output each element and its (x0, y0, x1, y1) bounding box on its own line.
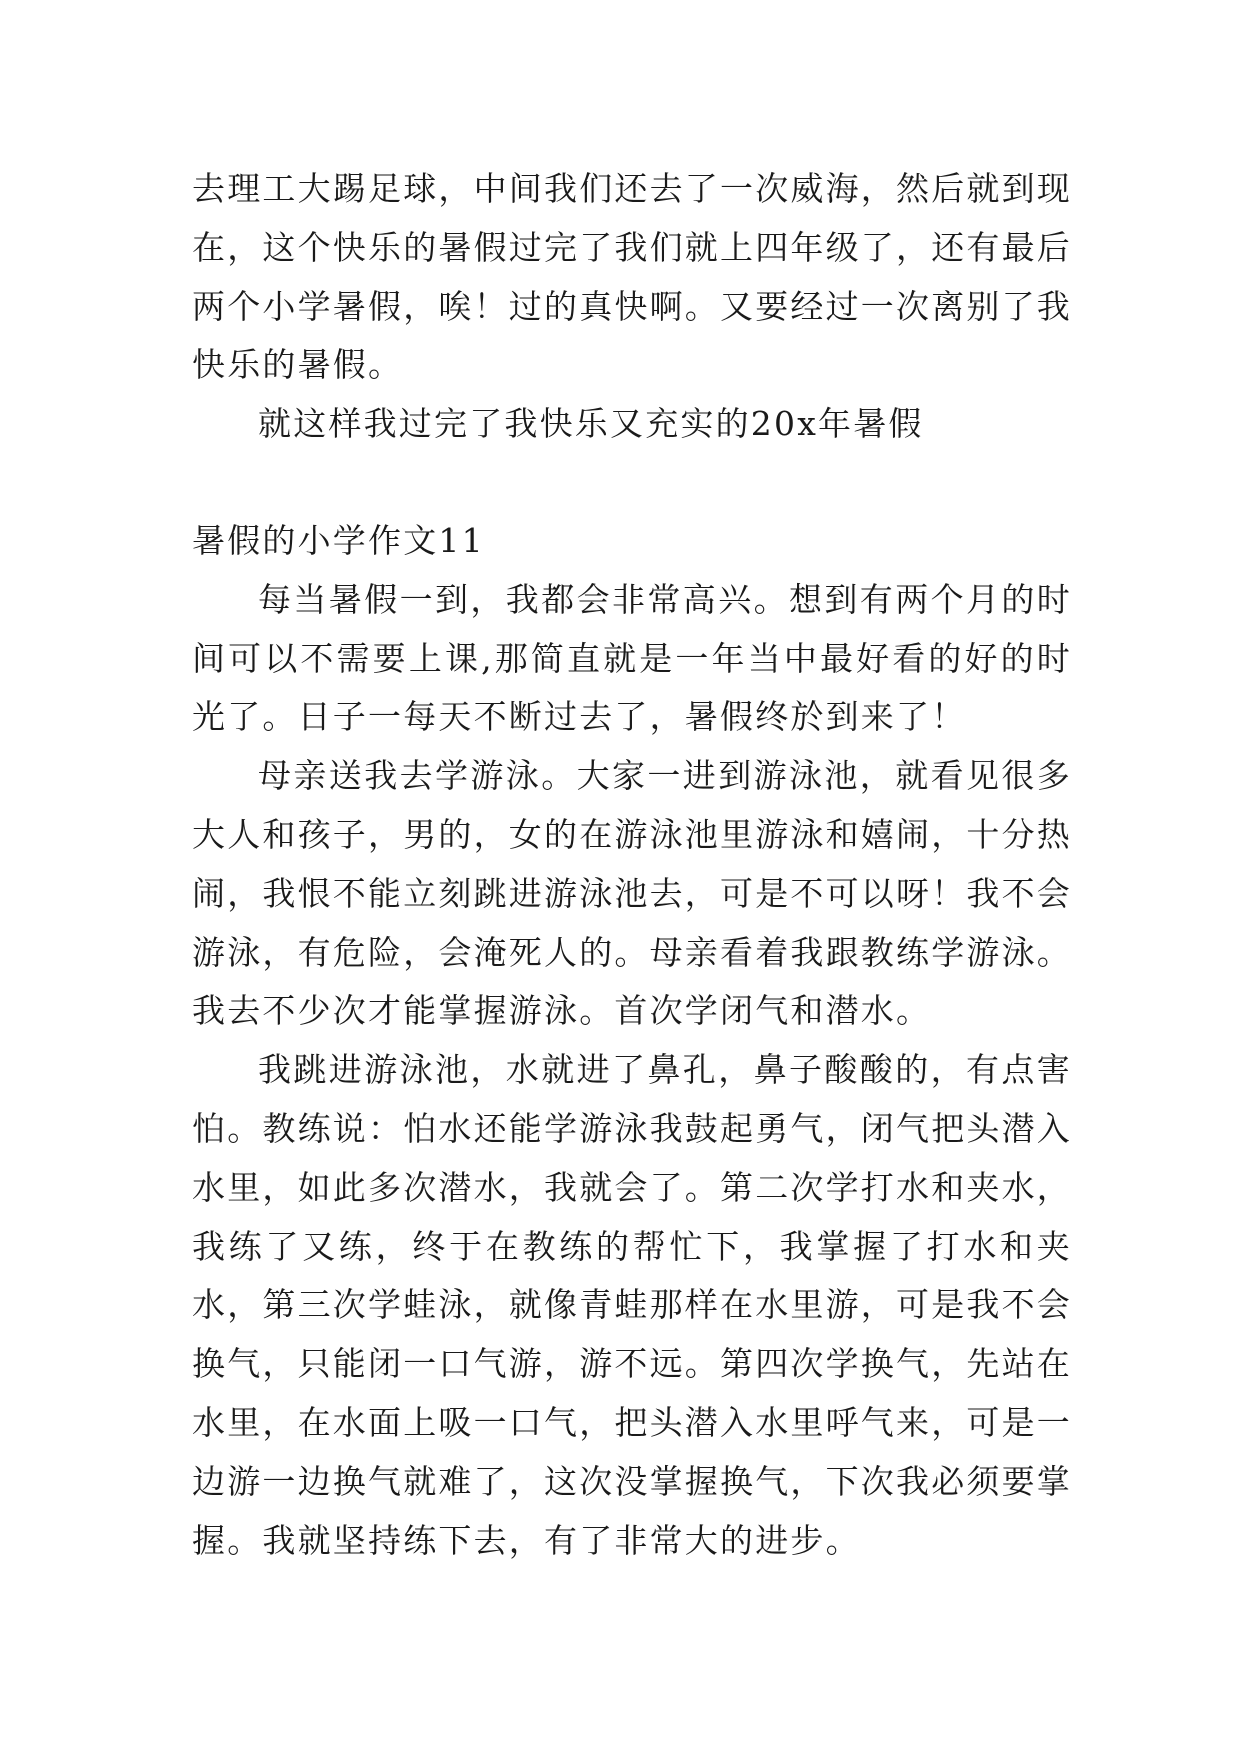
closing-paragraph: 就这样我过完了我快乐又充实的20x年暑假 (258, 404, 924, 444)
document-page (192, 160, 1072, 1570)
essay-paragraph-2: 母亲送我去学游泳。大家一进到游泳池，就看见很多大人和孩子，男的，女的在游泳池里游泳和嬉闹，十分热闹，我恨不能立刻跳进游泳池去，可是不可以呀！我不会游泳，有危险，会淹死人的。母亲看着我跟教练学游泳。我去不少次才能掌握游泳。首次学闭气和潜水。 (192, 756, 1072, 1031)
continuation-paragraph: 去理工大踢足球，中间我们还去了一次威海，然后就到现在，这个快乐的暑假过完了我们就上四年级了，还有最后两个小学暑假，唉！过的真快啊。又要经过一次离别了我快乐的暑假。 (192, 169, 1072, 385)
essay-title: 暑假的小学作文11 (192, 520, 485, 560)
essay-paragraph-3: 我跳进游泳池，水就进了鼻孔，鼻子酸酸的，有点害怕。教练说：怕水还能学游泳我鼓起勇气，闭气把头潜入水里，如此多次潜水，我就会了。第二次学打水和夹水，我练了又练，终于在教练的帮忙下，我掌握了打水和夹水，第三次学蛙泳，就像青蛙那样在水里游，可是我不会换气，只能闭一口气游，游不远。第四次学换气，先站在水里，在水面上吸一口气，把头潜入水里呼气来，可是一边游一边换气就难了，这次没掌握换气，下次我必须要掌握。我就坚持练下去，有了非常大的进步。 (192, 1050, 1072, 1560)
essay-paragraph-1: 每当暑假一到，我都会非常高兴。想到有两个月的时间可以不需要上课,那简直就是一年当中最好看的好的时光了。日子一每天不断过去了，暑假终於到来了！ (192, 579, 1072, 737)
section-spacer (192, 454, 1072, 512)
